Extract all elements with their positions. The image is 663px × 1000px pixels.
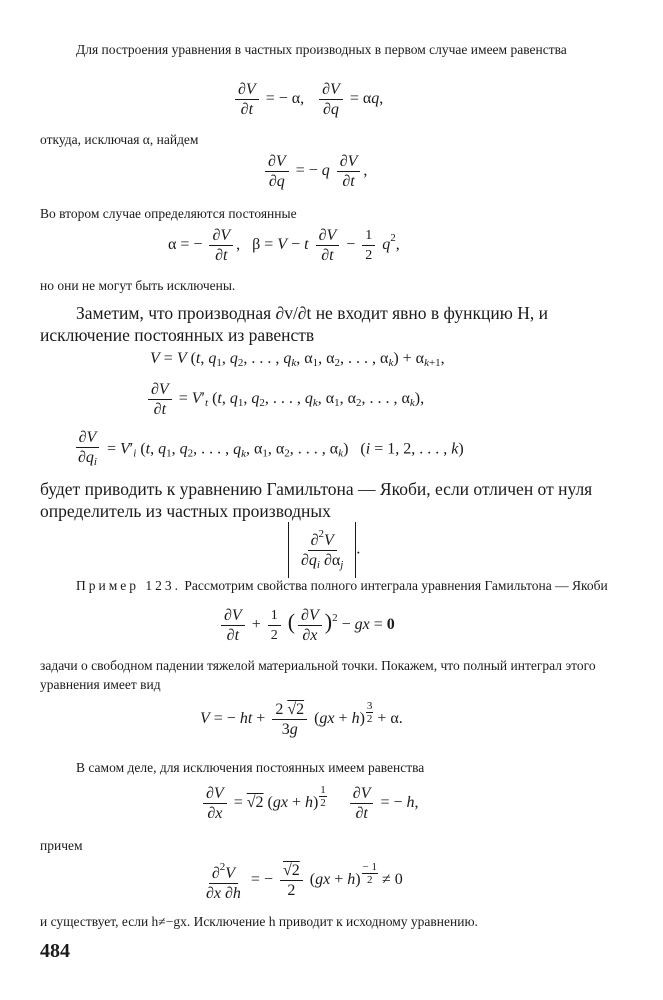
equation-8: V = − ht + $\frac{2 √2}{3g}$ (gx + h) $\frac{3}{2}$ + α. (200, 700, 403, 738)
paragraph-7 (40, 576, 625, 595)
equation-4: V = V (t, $q_1$, $q_2$, . . . , $q_k$, $\alpha_1$, $\alpha_2$, . . . , $\alpha_k) + \alpha_{k+1}$, (150, 350, 445, 369)
paragraph-11: и существует, если h≠−gx. Исключение h приводит к исходному уравнению. (40, 914, 478, 929)
paragraph-9: В самом деле, для исключения постоянных имеем равенства (76, 760, 425, 775)
paragraph-6: будет приводить к уравнению Гамильтона — Якоби, если отличен от нуля определитель из частных производных (40, 479, 593, 521)
paragraph-10: причем (40, 838, 83, 853)
equation-7: $\frac{\partial V}{\partial t}$ + $\frac{1}{2}$ ( $\frac{\partial V}{\partial x}$ )$^2$ − gx = 0 (218, 606, 395, 645)
equation-5: $\frac{\partial V}{\partial t}$ = $V'_t$ (t, $q_1$, $q_2$, . . . , $q_k$, $\alpha_1$, $\alpha_2$, . . . , $\alpha_k$), (145, 380, 424, 419)
equation-6: $\frac{\partial V}{\partial q_i}$ = $V'_i$ (t, $q_1$, $q_2$, . . . , $q_k$, $\alpha_1$, $\alpha_2$, . . . , $\alpha_k$) (i = 1, 2, . . . , k) (72, 428, 464, 472)
determinant: $\frac{\partial^2V}{\partial q_i \partial\alpha_j}$ . (288, 522, 360, 578)
page-number: 484 (40, 940, 70, 962)
paragraph-3: Во втором случае определяются постоянные (40, 206, 297, 221)
paragraph-2: откуда, исключая α, найдем (40, 132, 199, 147)
paragraph-5: Заметим, что производная ∂v/∂t не входит явно в функцию H, и исключение постоянных из равенств (40, 303, 548, 345)
equation-1: $\frac{\partial V}{\partial t}$ = − α, $\frac{\partial V}{\partial q}$ = αq, (232, 80, 383, 119)
equation-3: α = − $\frac{\partial V}{\partial t}$ , β = V − t $\frac{\partial V}{\partial t}$ − $\frac{1}{2}$ $q^2$, (168, 227, 400, 264)
equation-10: $\frac{\partial^2V}{\partial x \partial h}$ = − $\frac{√2}{2}$ (gx + h) $\frac{- 1}{2}$ ≠ 0 (200, 858, 403, 903)
example-text: Рассмотрим свойства полного интеграла уравнения Гамильтона — Якоби (184, 578, 608, 593)
paragraph-4: но они не могут быть исключены. (40, 278, 236, 293)
equation-2: $\frac{\partial V}{\partial q}$ = − q $\frac{\partial V}{\partial t}$ , (262, 152, 367, 191)
equation-9: $\frac{\partial V}{\partial x}$ = √2 (gx + h) $\frac{1}{2}$ $\frac{\partial V}{\partial t}$ = − h, (200, 784, 419, 823)
paragraph-8: задачи о свободном падении тяжелой материальной точки. Покажем, что полный интеграл этого уравнения имеет вид (40, 658, 596, 692)
example-label: Пример 123. (76, 578, 182, 593)
paragraph-1: Для построения уравнения в частных производных в первом случае имеем равенства (76, 42, 567, 57)
